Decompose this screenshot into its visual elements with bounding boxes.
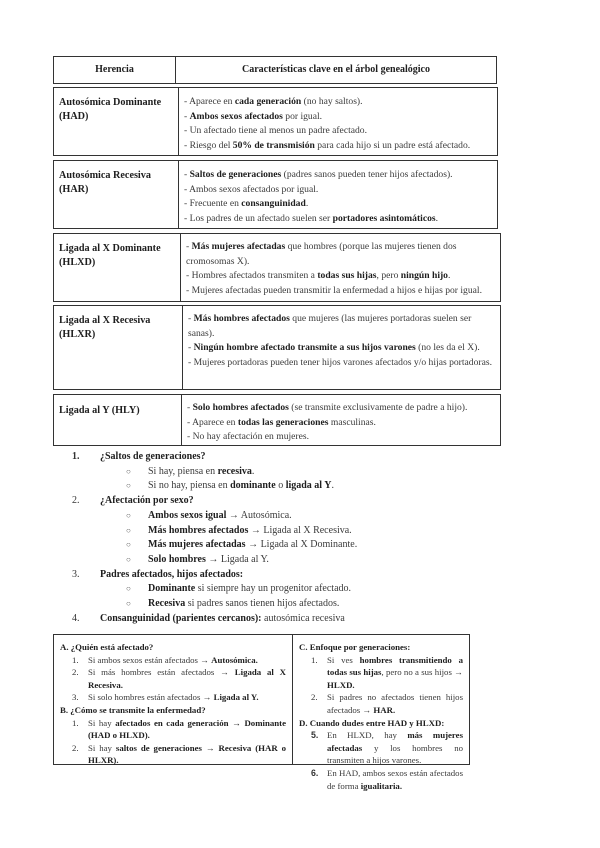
row-traits	[179, 161, 497, 228]
trait-line: - Aparece en cada generación (no hay saltos).	[184, 96, 363, 107]
table-row-had	[53, 87, 498, 156]
question-item: ○ Si no hay, piensa en dominante o ligada al Y.	[72, 479, 542, 494]
question-item: ○ Recesiva si padres sanos tienen hijos afectados.	[72, 597, 542, 612]
trait-line: - Más mujeres afectadas que hombres (porque las mujeres tienen dos cromosomas X).	[186, 241, 457, 267]
question-1: 1. ¿Saltos de generaciones?	[72, 451, 206, 462]
guide-column-right	[293, 635, 469, 791]
trait-line: - Mujeres afectadas pueden transmitir la enfermedad a hijos e hijas por igual.	[186, 284, 482, 296]
question-2: 2. ¿Afectación por sexo?	[72, 495, 194, 507]
question-item: ○ Más mujeres afectadas → Ligada al X Dominante.	[72, 538, 542, 553]
table-row-hlxd	[53, 233, 501, 302]
row-traits	[179, 88, 497, 155]
trait-line: - Saltos de generaciones (padres sanos pueden tener hijos afectados).	[184, 169, 453, 180]
section-b-title: B. ¿Cómo se transmite la enfermedad?	[60, 704, 206, 715]
bullet-icon: ○	[126, 584, 131, 594]
bullet-icon: ○	[126, 466, 131, 476]
trait-line: - Hombres afectados transmiten a todas sus hijas, pero ningún hijo.	[186, 270, 451, 282]
bullet-icon: ○	[126, 599, 131, 609]
guide-item: 2. Si más hombres están afectados → Ligada al X Recesiva.	[72, 667, 286, 690]
table-row-hlxr	[53, 305, 501, 390]
table-row-hly	[53, 394, 501, 446]
trait-line: - Solo hombres afectados (se transmite exclusivamente de padre a hijo).	[187, 402, 468, 413]
table-header	[53, 56, 497, 84]
section-d-title: D. Cuando dudes entre HAD y HLXD:	[299, 717, 445, 728]
bullet-icon: ○	[126, 525, 131, 535]
trait-line: - Aparece en todas las generaciones masculinas.	[187, 416, 376, 428]
row-name: Autosómica Recesiva (HAR)	[54, 161, 179, 228]
row-traits	[182, 395, 500, 445]
trait-line: - Ningún hombre afectado transmite a sus hijos varones (no les da el X).	[188, 342, 480, 354]
table-row-har	[53, 160, 498, 229]
summary-guide-box	[53, 634, 470, 791]
trait-line: - Un afectado tiene al menos un padre afectado.	[184, 125, 367, 137]
guide-item: 6. En HAD, ambos sexos están afectados de forma igualitaria.	[311, 767, 463, 791]
row-traits	[183, 306, 500, 389]
header-caracteristicas: Características clave en el árbol genealógico	[242, 63, 430, 75]
guide-item: 1. Si ves hombres transmitiendo a todas sus hijas, pero no a sus hijos → HLXD.	[311, 654, 463, 690]
bullet-icon: ○	[126, 510, 131, 520]
question-list	[72, 450, 542, 626]
question-3: 3. Padres afectados, hijos afectados:	[72, 568, 244, 580]
trait-line: - Ambos sexos afectados por igual.	[184, 183, 319, 195]
row-name: Autosómica Dominante (HAD)	[54, 88, 179, 155]
trait-line: - Frecuente en consanguinidad.	[184, 198, 309, 210]
row-name: Ligada al X Recesiva (HLXR)	[54, 306, 183, 389]
guide-item: 3. Si solo hombres están afectados → Ligada al Y.	[72, 692, 259, 703]
row-name: Ligada al X Dominante (HLXD)	[54, 234, 181, 301]
guide-item: 1. Si hay afectados en cada generación → Dominante (HAD o HLXD).	[72, 717, 286, 741]
row-name: Ligada al Y (HLY)	[54, 395, 182, 445]
row-traits	[181, 234, 500, 301]
question-4: 4. Consanguinidad (parientes cercanos): autosómica recesiva	[72, 612, 345, 624]
guide-item: 5. En HLXD, hay más mujeres afectadas y los hombres no transmiten a hijos varones.	[311, 730, 463, 766]
header-herencia: Herencia	[54, 57, 176, 83]
trait-line: - Los padres de un afectado suelen ser portadores asintomáticos.	[184, 212, 439, 224]
section-a-title: A. ¿Quién está afectado?	[60, 642, 154, 652]
trait-line: - No hay afectación en mujeres.	[187, 431, 309, 443]
question-item: ○ Si hay, piensa en recesiva.	[72, 465, 542, 480]
question-item: ○ Ambos sexos igual → Autosómica.	[72, 509, 542, 524]
trait-line: - Riesgo del 50% de transmisión para cada hijo si un padre está afectado.	[184, 139, 471, 151]
bullet-icon: ○	[126, 481, 131, 491]
guide-item: 1. Si ambos sexos están afectados → Autosómica.	[72, 654, 258, 665]
trait-line: - Mujeres portadoras pueden tener hijos varones afectados y/o hijas portadoras.	[188, 356, 492, 368]
bullet-icon: ○	[126, 554, 131, 564]
bullet-icon: ○	[126, 540, 131, 550]
trait-line: - Más hombres afectados que mujeres (las mujeres portadoras suelen ser sanas).	[188, 313, 472, 339]
trait-line: - Ambos sexos afectados por igual.	[184, 110, 323, 122]
question-item: ○ Dominante si siempre hay un progenitor afectado.	[72, 582, 542, 597]
question-item: ○ Solo hombres → Ligada al Y.	[72, 553, 542, 568]
section-c-title: C. Enfoque por generaciones:	[299, 642, 411, 652]
guide-column-left	[54, 635, 293, 764]
question-item: ○ Más hombres afectados → Ligada al X Recesiva.	[72, 524, 542, 539]
guide-item: 2. Si hay saltos de generaciones → Recesiva (HAR o HLXR).	[72, 742, 286, 766]
guide-item: 2. Si padres no afectados tienen hijos afectados → HAR.	[311, 692, 463, 715]
